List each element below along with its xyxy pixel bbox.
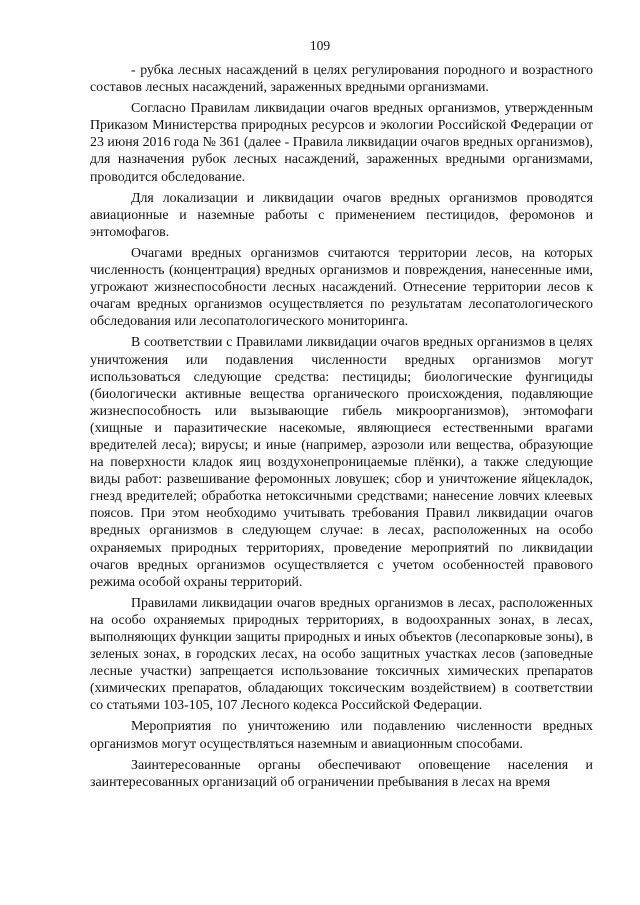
page-number: 109: [309, 38, 331, 53]
paragraph-outbreak-definition: Очагами вредных организмов считаются территории лесов, на которых численность (концентрация) вредных организмов и повреждения, нанесенные ими, угрожают жизнеспособности лесных насаждений. Отнесение территории лесов к очагам вредных организмов осуществляется по результатам лесопатологического обследования или лесопатологического мониторинга.: [90, 245, 593, 330]
paragraph-localization-works: Для локализации и ликвидации очагов вредных организмов проводятся авиационные и наземные работы с применением пестицидов, феромонов и энтомофагов.: [90, 190, 593, 240]
document-body: [90, 62, 593, 795]
paragraph-notification: Заинтересованные органы обеспечивают оповещение населения и заинтересованных организаций об ограничении пребывания в лесах на время: [90, 757, 593, 790]
paragraph-logging-item: - рубка лесных насаждений в целях регулирования породного и возрастного составов лесных насаждений, зараженных вредными организмами.: [90, 63, 593, 96]
paragraph-survey-rules: Согласно Правилам ликвидации очагов вредных организмов, утвержденным Приказом Министерства природных ресурсов и экологии Российской Федерации от 23 июня 2016 года № 361 (далее - Правила ликвидации очагов вредных организмов), для назначения рубок лесных насаждений, зараженных вредными организмами, проводится обследование.: [90, 101, 593, 185]
paragraph-methods: Мероприятия по уничтожению или подавлению численности вредных организмов могут осуществляться наземным и авиационным способами.: [90, 719, 593, 752]
paragraph-control-means: В соответствии с Правилами ликвидации очагов вредных организмов в целях уничтожения или подавления численности вредных организмов могут использоваться следующие средства: пестициды; биологические фунгициды (биологически активные вещества органического происхождения, подавляющие жизнеспособность или вызывающие гибель микроорганизмов), энтомофаги (хищные и паразитические насекомые, являющиеся естественными врагами вредителей леса); вирусы; и иные (например, аэрозоли или вещества, образующие на поверхности кладок яиц воздухонепроницаемые плёнки), а также следующие виды работ: развешивание феромонных ловушек; сбор и уничтожение яйцекладок, гнезд вредителей; обработка нетоксичными средствами; нанесение ловчих клеевых поясов. При этом необходимо учитывать требования Правил ликвидации очагов вредных организмов в следующем случае: в лесах, расположенных на особо охраняемых природных территориях, проведение мероприятий по ликвидации очагов вредных организмов осуществляется с учетом особенностей правового режима особой охраны территорий.: [90, 335, 593, 590]
paragraph-protected-areas: Правилами ликвидации очагов вредных организмов в лесах, расположенных на особо охраняемых природных территориях, в водоохранных зонах, в лесах, выполняющих функции защиты природных и иных объектов (лесопарковые зоны), в зеленых зонах, в городских лесах, на особо защитных участках лесов (заповедные лесные участки) запрещается использование токсичных химических препаратов (химических препаратов, обладающих токсическим воздействием) в соответствии со статьями 103-105, 107 Лесного кодекса Российской Федерации.: [90, 595, 593, 714]
